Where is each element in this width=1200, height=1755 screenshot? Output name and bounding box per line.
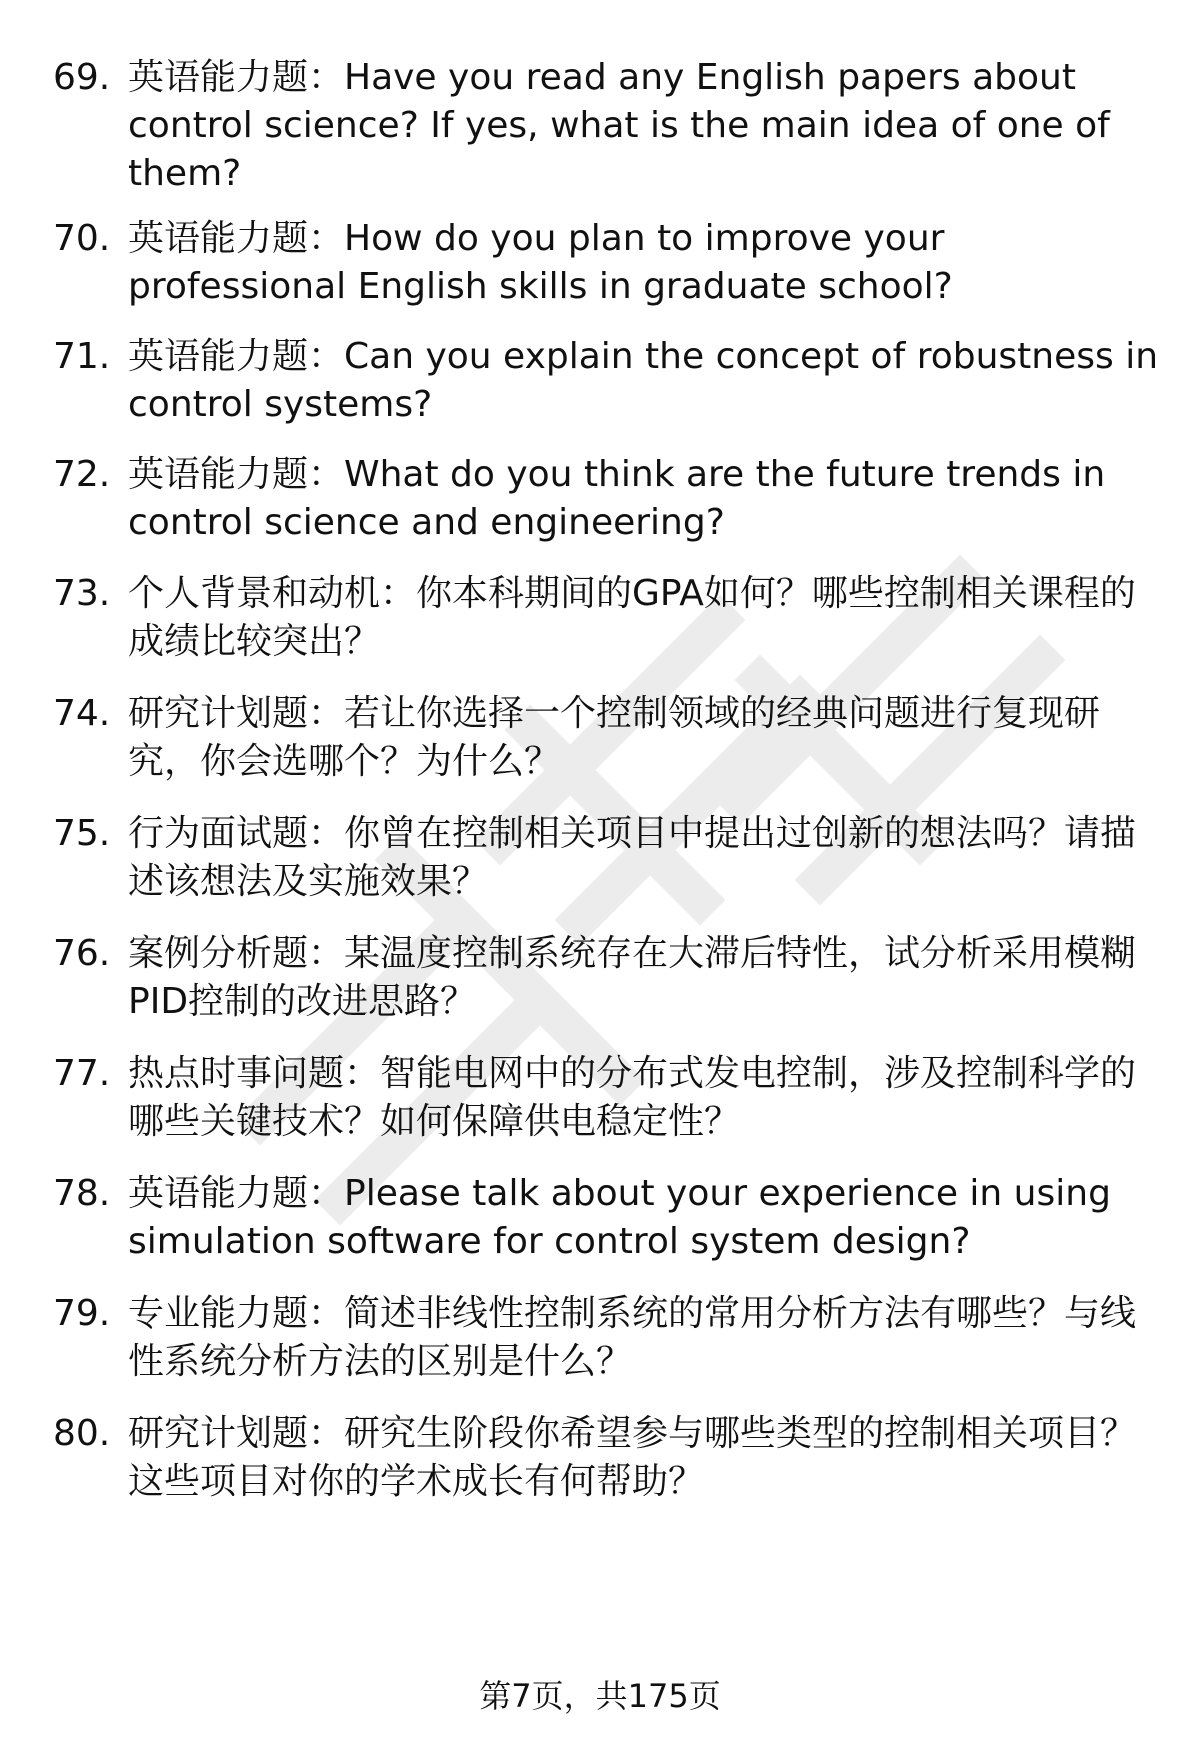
question-number: 80.	[53, 1413, 111, 1454]
question-text: 英语能力题：Have you read any English papers about control science? If yes, what is the main idea of one of them?	[128, 57, 1110, 194]
page-footer: 第7页，共175页	[479, 1677, 721, 1715]
question-text: 英语能力题：Can you explain the concept of robustness in control systems?	[128, 336, 1159, 425]
question-text: 行为面试题：你曾在控制相关项目中提出过创新的想法吗？请描述该想法及实施效果？	[128, 813, 1137, 902]
question-text: 英语能力题：How do you plan to improve your professional English skills in graduate school?	[128, 218, 953, 307]
question-text: 热点时事问题：智能电网中的分布式发电控制，涉及控制科学的哪些关键技术？如何保障供电稳定性？	[128, 1053, 1137, 1142]
question-number: 71.	[53, 336, 111, 377]
question-number: 73.	[53, 573, 111, 614]
question-text: 英语能力题：Please talk about your experience in using simulation software for control system design?	[128, 1173, 1111, 1262]
question-number: 77.	[53, 1053, 111, 1094]
question-text: 个人背景和动机：你本科期间的GPA如何？哪些控制相关课程的成绩比较突出？	[128, 573, 1136, 662]
question-number: 70.	[53, 218, 111, 259]
question-text: 研究计划题：若让你选择一个控制领域的经典问题进行复现研究，你会选哪个？为什么？	[128, 693, 1101, 782]
question-number: 75.	[53, 813, 111, 854]
question-number: 78.	[53, 1173, 111, 1214]
question-number: 72.	[53, 454, 111, 495]
question-number: 69.	[53, 57, 111, 98]
question-text: 专业能力题：简述非线性控制系统的常用分析方法有哪些？与线性系统分析方法的区别是什么？	[128, 1293, 1137, 1382]
question-number: 74.	[53, 693, 111, 734]
question-text: 英语能力题：What do you think are the future trends in control science and engineering?	[128, 454, 1106, 543]
question-text: 研究计划题：研究生阶段你希望参与哪些类型的控制相关项目？这些项目对你的学术成长有何帮助？	[128, 1413, 1137, 1502]
question-number: 79.	[53, 1293, 111, 1334]
question-number: 76.	[53, 933, 111, 974]
question-text: 案例分析题：某温度控制系统存在大滞后特性，试分析采用模糊PID控制的改进思路？	[128, 933, 1137, 1022]
